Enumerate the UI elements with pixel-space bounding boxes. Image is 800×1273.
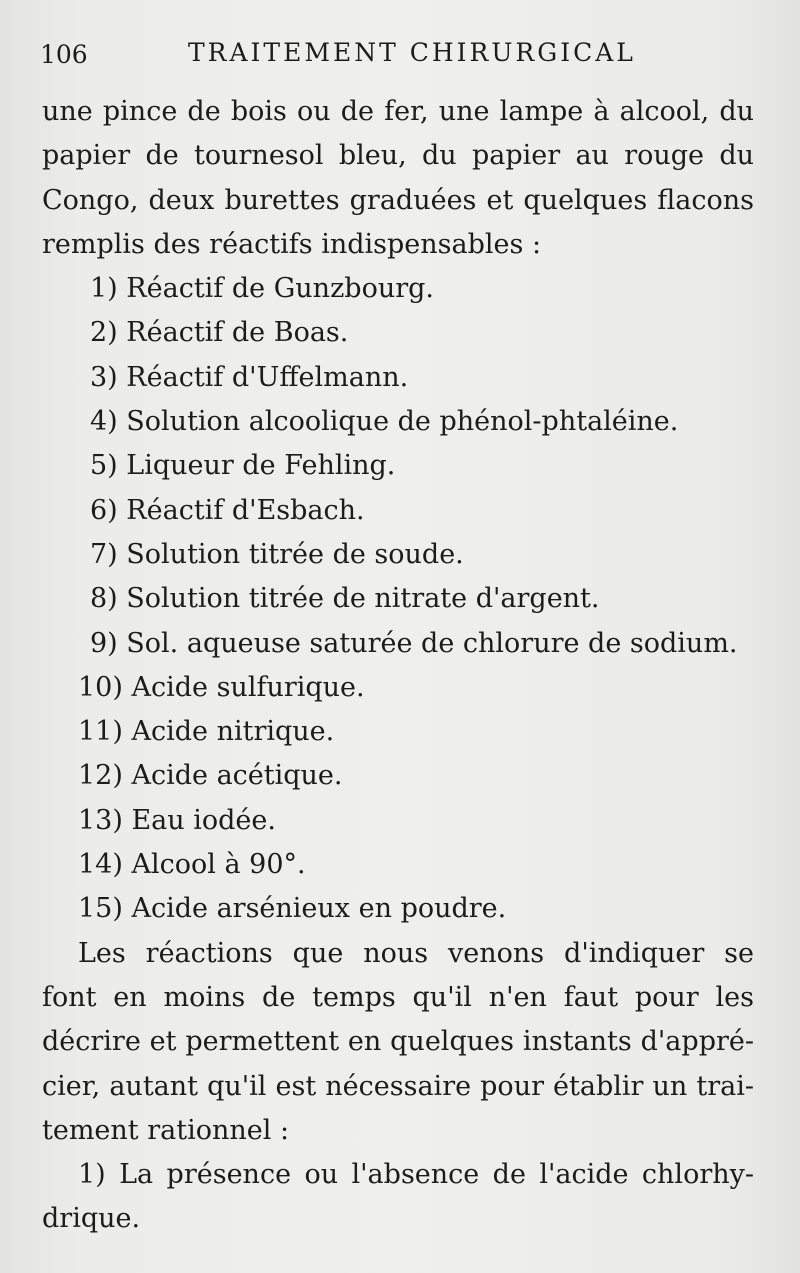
text-line: 1) La présence ou l'absence de l'acide chlorhy- xyxy=(78,1159,754,1191)
list-item: 10) Acide sulfurique. xyxy=(78,671,365,703)
page-number: 106 xyxy=(40,40,88,69)
text-line: décrire et permettent en quelques instants d'appré- xyxy=(42,1026,754,1058)
text-line: papier de tournesol bleu, du papier au rouge du xyxy=(42,140,754,172)
list-item: 7) Solution titrée de soude. xyxy=(90,538,464,570)
list-item: 3) Réactif d'Uffelmann. xyxy=(90,361,409,393)
list-item: 15) Acide arsénieux en poudre. xyxy=(78,893,507,925)
text-line: font en moins de temps qu'il n'en faut pour les xyxy=(42,981,754,1013)
text-line: cier, autant qu'il est nécessaire pour établir un trai- xyxy=(42,1070,754,1102)
body-text xyxy=(42,90,754,1242)
list-item: 8) Solution titrée de nitrate d'argent. xyxy=(90,583,600,615)
list-item: 12) Acide acétique. xyxy=(78,760,343,792)
list-item: 4) Solution alcoolique de phénol-phtaléine. xyxy=(90,406,679,438)
list-item: 9) Sol. aqueuse saturée de chlorure de sodium. xyxy=(90,627,738,659)
text-line: tement rationnel : xyxy=(42,1114,290,1146)
text-line: remplis des réactifs indispensables : xyxy=(42,228,542,260)
text-line: une pince de bois ou de fer, une lampe à alcool, du xyxy=(42,96,754,127)
page-header xyxy=(40,38,760,68)
text-line: drique. xyxy=(42,1203,141,1235)
text-line: Congo, deux burettes graduées et quelques flacons xyxy=(42,184,754,216)
list-item: 6) Réactif d'Esbach. xyxy=(90,494,365,526)
list-item: 13) Eau iodée. xyxy=(78,804,276,836)
list-item: 5) Liqueur de Fehling. xyxy=(90,450,396,482)
text-line: Les réactions que nous venons d'indiquer se xyxy=(78,937,754,969)
list-item: 1) Réactif de Gunzbourg. xyxy=(90,273,434,305)
running-title: TRAITEMENT CHIRURGICAL xyxy=(188,38,636,67)
list-item: 2) Réactif de Boas. xyxy=(90,317,349,349)
list-item: 11) Acide nitrique. xyxy=(78,716,335,748)
list-item: 14) Alcool à 90°. xyxy=(78,849,306,881)
